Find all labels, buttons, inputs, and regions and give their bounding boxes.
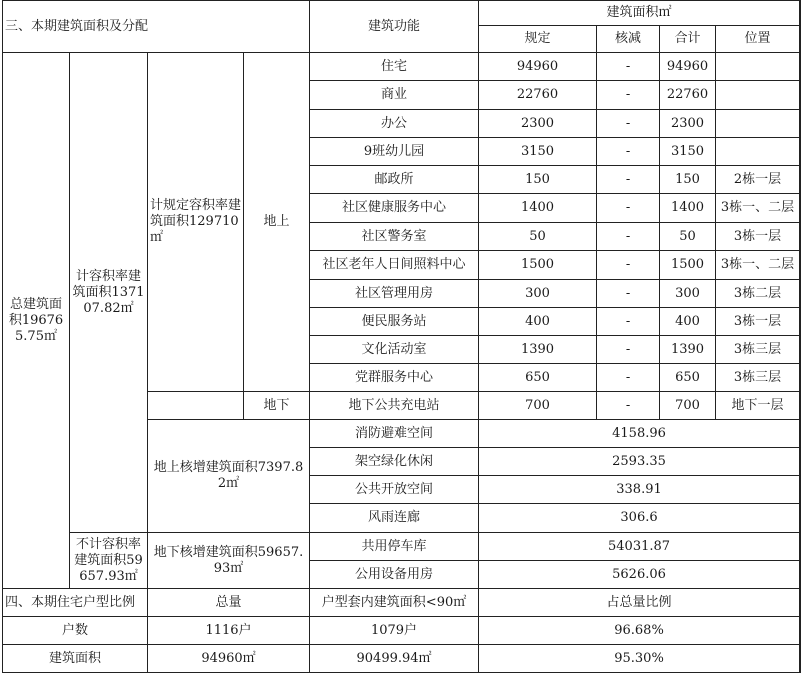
non-far-cell: 不计容积率建筑面积59657.93㎡: [70, 533, 148, 589]
added-name: 共用停车库: [310, 533, 479, 561]
location-value: 3栋二层: [716, 280, 800, 308]
reduce-value: -: [597, 194, 660, 223]
function-name: 文化活动室: [310, 336, 479, 364]
reduce-value: -: [597, 251, 660, 280]
location-value: 3栋一层: [716, 223, 800, 251]
planned-value: 150: [479, 166, 597, 194]
total-value: 650: [660, 364, 716, 392]
above-added-cell: 地上核增建筑面积7397.82㎡: [148, 420, 310, 533]
reduce-value: -: [597, 166, 660, 194]
reduce-value: -: [597, 110, 660, 138]
location-value: 2栋一层: [716, 166, 800, 194]
planned-value: 94960: [479, 53, 597, 81]
far-area-cell: 计容积率建筑面积137107.82㎡: [70, 53, 148, 533]
planned-value: 300: [479, 280, 597, 308]
section4-col-total: 总量: [148, 589, 310, 617]
table-row: [3, 589, 800, 617]
total-value: 3150: [660, 138, 716, 166]
function-name: 邮政所: [310, 166, 479, 194]
reduce-value: -: [597, 364, 660, 392]
location-value: [716, 138, 800, 166]
function-name: 党群服务中心: [310, 364, 479, 392]
planned-value: 50: [479, 223, 597, 251]
section4-col-ratio: 占总量比例: [479, 589, 800, 617]
section4-title: 四、本期住宅户型比例: [3, 589, 148, 617]
added-name: 公共开放空间: [310, 476, 479, 504]
location-value: 地下一层: [716, 392, 800, 420]
added-value: 5626.06: [479, 561, 800, 589]
planned-value: 700: [479, 392, 597, 420]
added-name: 消防避难空间: [310, 420, 479, 448]
function-name: 地下公共充电站: [310, 392, 479, 420]
added-value: 2593.35: [479, 448, 800, 476]
table-row: [3, 645, 800, 673]
function-name: 社区健康服务中心: [310, 194, 479, 223]
function-name: 社区管理用房: [310, 280, 479, 308]
total-value: 1390: [660, 336, 716, 364]
table-row: [3, 533, 800, 561]
total-value: 300: [660, 280, 716, 308]
planned-value: 400: [479, 308, 597, 336]
function-name: 9班幼儿园: [310, 138, 479, 166]
total-value: 150: [660, 166, 716, 194]
location-value: [716, 53, 800, 81]
total-value: 1500: [660, 251, 716, 280]
planned-value: 650: [479, 364, 597, 392]
underground-cell: 地下: [244, 392, 310, 420]
location-value: 3栋一、二层: [716, 194, 800, 223]
planned-value: 3150: [479, 138, 597, 166]
table-row: [3, 53, 800, 81]
reduce-value: -: [597, 336, 660, 364]
reduce-value: -: [597, 81, 660, 110]
total-value: 94960: [660, 53, 716, 81]
section4-row-label: 建筑面积: [3, 645, 148, 673]
section4-row-ratio: 95.30%: [479, 645, 800, 673]
reduce-value: -: [597, 392, 660, 420]
location-value: 3栋一、二层: [716, 251, 800, 280]
right-edge-line: [799, 0, 801, 673]
added-value: 54031.87: [479, 533, 800, 561]
function-name: 住宅: [310, 53, 479, 81]
header-planned: 规定: [479, 26, 597, 53]
total-value: 2300: [660, 110, 716, 138]
total-value: 400: [660, 308, 716, 336]
reduce-value: -: [597, 280, 660, 308]
planned-value: 1400: [479, 194, 597, 223]
added-value: 4158.96: [479, 420, 800, 448]
total-value: 50: [660, 223, 716, 251]
section4-row-total: 94960㎡: [148, 645, 310, 673]
total-value: 22760: [660, 81, 716, 110]
added-name: 架空绿化休闲: [310, 448, 479, 476]
planned-value: 2300: [479, 110, 597, 138]
added-value: 338.91: [479, 476, 800, 504]
total-area-cell: 总建筑面积196765.75㎡: [3, 53, 70, 589]
planned-far-cell: 计规定容积率建筑面积129710㎡: [148, 53, 244, 392]
table-row: [3, 617, 800, 645]
header-location: 位置: [716, 26, 800, 53]
planned-value: 22760: [479, 81, 597, 110]
planned-value: 1500: [479, 251, 597, 280]
function-name: 商业: [310, 81, 479, 110]
header-total: 合计: [660, 26, 716, 53]
area-distribution-table: [2, 0, 800, 673]
section4-row-label: 户数: [3, 617, 148, 645]
added-value: 306.6: [479, 504, 800, 533]
location-value: 3栋一层: [716, 308, 800, 336]
reduce-value: -: [597, 223, 660, 251]
section4-row-small: 1079户: [310, 617, 479, 645]
function-name: 社区警务室: [310, 223, 479, 251]
reduce-value: -: [597, 308, 660, 336]
planned-far-blank: [148, 392, 244, 420]
location-value: 3栋三层: [716, 364, 800, 392]
location-value: [716, 81, 800, 110]
reduce-value: -: [597, 53, 660, 81]
function-name: 办公: [310, 110, 479, 138]
total-value: 1400: [660, 194, 716, 223]
section4-row-total: 1116户: [148, 617, 310, 645]
section3-title: 三、本期建筑面积及分配: [3, 1, 310, 53]
planned-value: 1390: [479, 336, 597, 364]
added-name: 风雨连廊: [310, 504, 479, 533]
header-reduce: 核减: [597, 26, 660, 53]
under-added-cell: 地下核增建筑面积59657.93㎡: [148, 533, 310, 589]
above-ground-cell: 地上: [244, 53, 310, 392]
reduce-value: -: [597, 138, 660, 166]
total-value: 700: [660, 392, 716, 420]
location-value: 3栋三层: [716, 336, 800, 364]
section4-row-small: 90499.94㎡: [310, 645, 479, 673]
header-area-group: 建筑面积㎡: [479, 1, 800, 26]
added-name: 公用设备用房: [310, 561, 479, 589]
section4-col-small: 户型套内建筑面积<90㎡: [310, 589, 479, 617]
function-name: 便民服务站: [310, 308, 479, 336]
function-name: 社区老年人日间照料中心: [310, 251, 479, 280]
section4-row-ratio: 96.68%: [479, 617, 800, 645]
location-value: [716, 110, 800, 138]
header-function: 建筑功能: [310, 1, 479, 53]
